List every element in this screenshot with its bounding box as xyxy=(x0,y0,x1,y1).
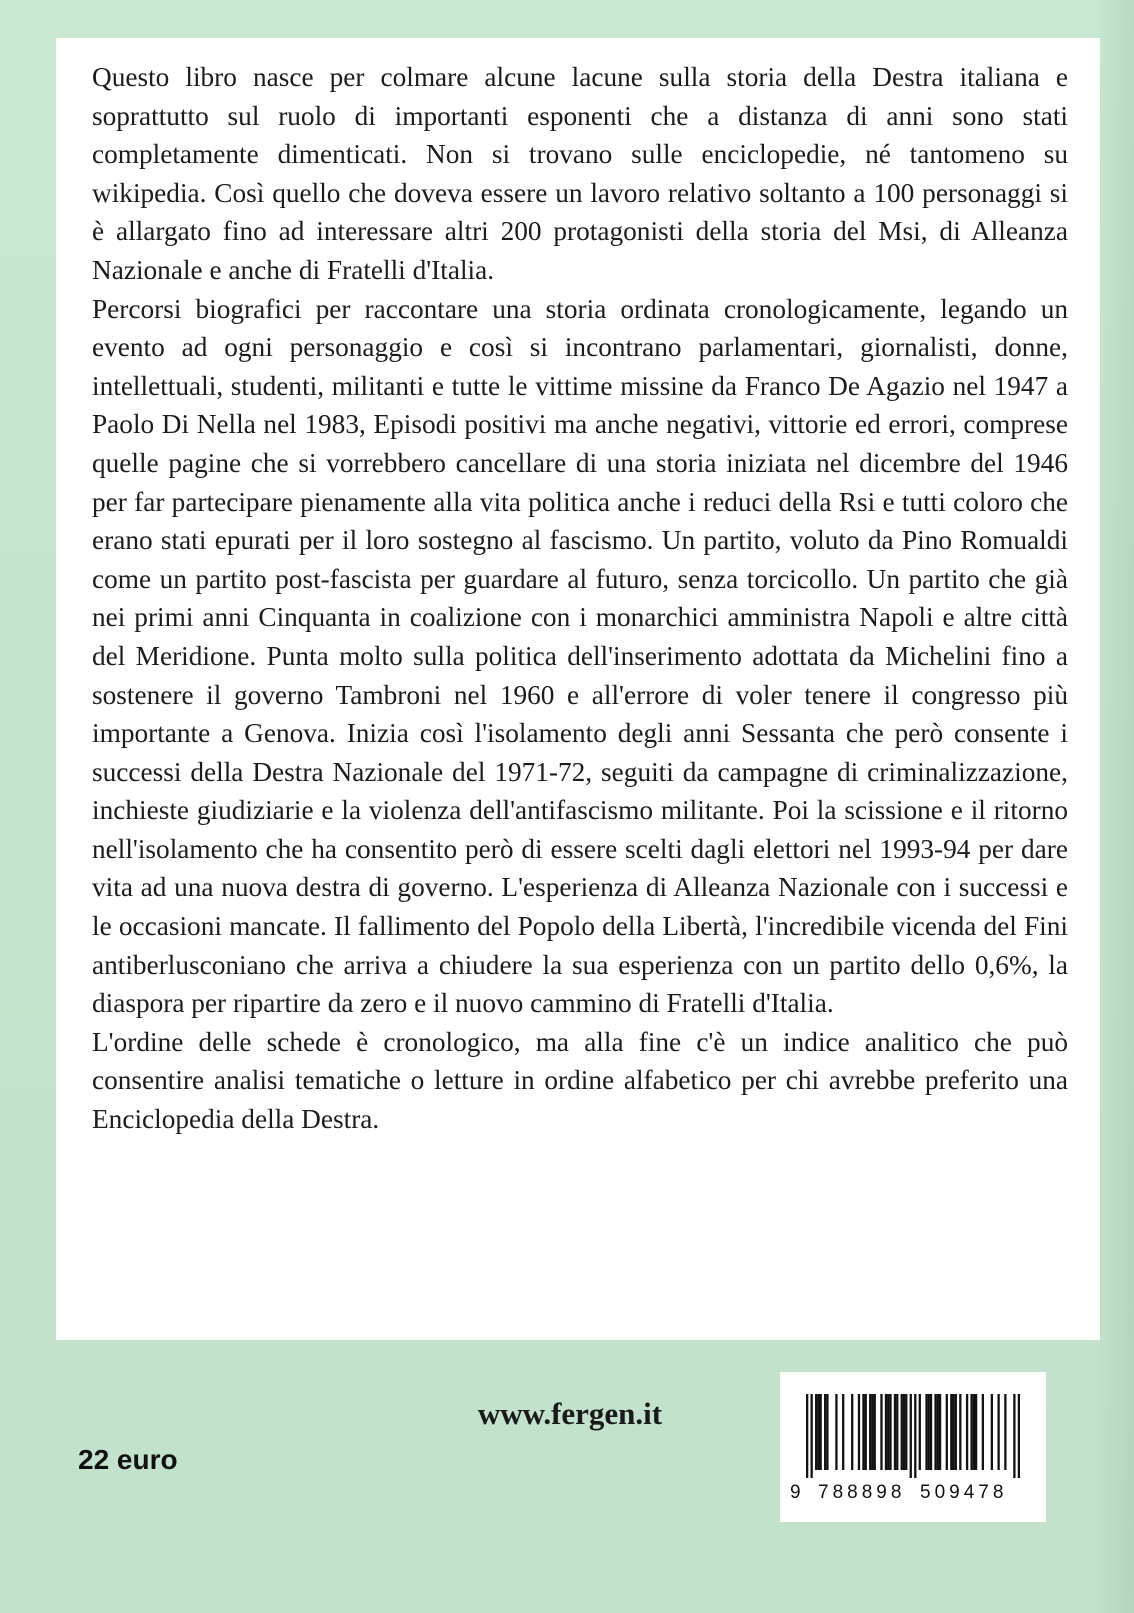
barcode-bar xyxy=(894,1394,896,1470)
barcode-bar xyxy=(982,1394,984,1470)
barcode-bar xyxy=(1013,1394,1015,1478)
barcode-bar xyxy=(905,1394,907,1470)
barcode-bar xyxy=(806,1394,808,1478)
barcode-bar xyxy=(991,1394,993,1470)
barcode-bar xyxy=(901,1394,903,1470)
barcode-bar xyxy=(887,1394,889,1470)
barcode-bar xyxy=(959,1394,961,1470)
barcode-bar xyxy=(896,1394,898,1470)
barcode-bar xyxy=(835,1394,837,1470)
barcode-bar xyxy=(880,1394,882,1470)
barcode-right-digits: 509478 xyxy=(920,1482,1008,1503)
barcode-bar xyxy=(889,1394,891,1470)
barcode-bar xyxy=(952,1394,954,1470)
blurb-text xyxy=(92,58,1068,1139)
barcode-bar xyxy=(824,1394,826,1470)
price-label: 22 euro xyxy=(78,1444,178,1475)
blurb-paragraph-3: L'ordine delle schede è cronologico, ma alla fine c'è un indice analitico che può consentire analisi tematiche o letture in ordine alfabetico per chi avrebbe preferito una Enciclopedia della Destra. xyxy=(92,1026,1068,1135)
barcode-bar xyxy=(903,1394,905,1470)
barcode-bar xyxy=(858,1394,860,1470)
barcode-bar xyxy=(874,1394,876,1470)
barcode-bar xyxy=(842,1394,844,1470)
cover-edge-shadow xyxy=(1094,0,1134,1613)
barcode-bar xyxy=(811,1394,813,1478)
barcode-bar xyxy=(925,1394,927,1470)
publisher-website: www.fergen.it xyxy=(477,1396,663,1431)
barcode-bar xyxy=(914,1394,916,1478)
barcode-bar xyxy=(851,1394,853,1470)
barcode-bar xyxy=(928,1394,930,1470)
barcode-bar xyxy=(930,1394,932,1470)
barcode-bar xyxy=(997,1394,999,1470)
barcode-bar xyxy=(975,1394,977,1470)
barcode-bar xyxy=(820,1394,822,1470)
barcode-bar xyxy=(970,1394,972,1470)
barcode-bar xyxy=(946,1394,948,1470)
barcode-bar xyxy=(885,1394,887,1470)
barcode-bar xyxy=(1018,1394,1020,1478)
barcode-left-digits: 788898 xyxy=(818,1482,906,1503)
barcode-bar xyxy=(937,1394,939,1470)
blurb-panel xyxy=(56,38,1100,1340)
barcode-bar xyxy=(966,1394,968,1470)
barcode-bar xyxy=(862,1394,864,1470)
barcode-first-digit: 9 xyxy=(790,1482,801,1503)
barcode-bars xyxy=(806,1394,1020,1478)
blurb-paragraph-1: Questo libro nasce per colmare alcune lacune sulla storia della Destra italiana e soprattutto sul ruolo di importanti esponenti che a distanza di anni sono stati completamente dimenticati. Non si trovano sulle enciclopedie, né tantomeno su wikipedia. Così quello che doveva essere un lavoro relativo soltanto a 100 personaggi si è allargato fino ad interessare altri 200 protagonisti della storia del Msi, di Alleanza Nazionale e anche di Fratelli d'Italia. xyxy=(92,62,1068,285)
barcode-bar xyxy=(934,1394,936,1470)
barcode-bar xyxy=(826,1394,828,1470)
barcode-number xyxy=(780,1482,1046,1506)
isbn-barcode xyxy=(780,1372,1046,1522)
barcode-bar xyxy=(869,1394,871,1470)
barcode-bar xyxy=(973,1394,975,1470)
barcode-bar xyxy=(1004,1394,1006,1470)
barcode-bar xyxy=(939,1394,941,1470)
barcode-bar xyxy=(817,1394,819,1470)
barcode-bar xyxy=(910,1394,912,1478)
blurb-paragraph-2: Percorsi biografici per raccontare una storia ordinata cronologicamente, legando un evento ad ogni personaggio e così si incontrano parlamentari, giornalisti, donne, intellettuali, studenti, militanti e tutte le vittime missine da Franco De Agazio nel 1947 a Paolo Di Nella nel 1983, Episodi positivi ma anche negativi, vittorie ed errori, comprese quelle pagine che si vorrebbero cancellare di una storia iniziata nel dicembre del 1946 per far partecipare pienamente alla vita politica anche i reduci della Rsi e tutti coloro che erano stati epurati per il loro sostegno al fascismo. Un partito, voluto da Pino Romualdi come un partito post-fascista per guardare al futuro, senza torcicollo. Un partito che già nei primi anni Cinquanta in coalizione con i monarchici amministra Napoli e altre città del Meridione. Punta molto sulla politica dell'inserimento adottata da Michelini fino a sostenere il governo Tambroni nel 1960 e all'errore di voler tenere il congresso più importante a Genova. Inizia così l'isolamento degli anni Sessanta che però consente i successi della Destra Nazionale del 1971-72, seguiti da campagne di criminalizzazione, inchieste giudiziarie e la violenza dell'antifascismo militante. Poi la scissione e il ritorno nell'isolamento che ha consentito però di essere scelti dagli elettori nel 1993-94 per dare vita ad una nuova destra di governo. L'esperienza di Alleanza Nazionale con i successi e le occasioni mancate. Il fallimento del Popolo della Libertà, l'incredibile vicenda del Fini antiberlusconiano che arriva a chiudere la sua esperienza con un partito dello 0,6%, la diaspora per ripartire da zero e il nuovo cammino di Fratelli d'Italia. xyxy=(92,293,1068,1019)
barcode-bar xyxy=(815,1394,817,1470)
barcode-bar xyxy=(955,1394,957,1470)
barcode-bar xyxy=(871,1394,873,1470)
barcode-bar xyxy=(919,1394,921,1470)
barcode-bar xyxy=(950,1394,952,1470)
barcode-bar xyxy=(865,1394,867,1470)
